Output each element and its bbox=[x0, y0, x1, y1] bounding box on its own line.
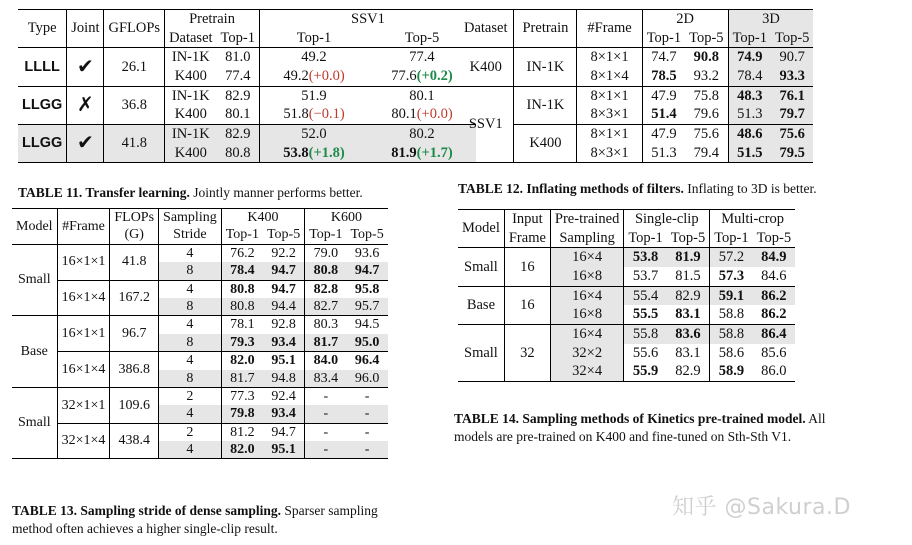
value-cell: 86.4 bbox=[753, 325, 795, 344]
value-cell: 94.8 bbox=[263, 370, 305, 388]
col-stride: Stride bbox=[159, 226, 222, 244]
table-row bbox=[458, 248, 795, 267]
col-top1: Top-1 bbox=[217, 29, 260, 48]
col-sampling: Sampling bbox=[159, 209, 222, 227]
value-cell: 58.8 bbox=[710, 325, 753, 344]
value-cell: 77.3 bbox=[221, 387, 263, 405]
value-cell: 83.1 bbox=[667, 305, 710, 324]
value-cell: 75.8 bbox=[685, 86, 728, 105]
col-k600: K600 bbox=[330, 210, 363, 225]
model-cell: Small bbox=[12, 387, 57, 459]
value-cell: 75.6 bbox=[685, 125, 728, 144]
value-cell: - bbox=[346, 441, 387, 459]
ssv1-top5-cell: 77.4 bbox=[409, 49, 435, 66]
stride-cell: 8 bbox=[159, 370, 222, 388]
frame-cell: 32 bbox=[504, 325, 550, 382]
dataset-cell: K400 bbox=[174, 106, 207, 123]
stride-cell: 4 bbox=[159, 352, 222, 370]
stride-cell: 4 bbox=[159, 244, 222, 262]
dataset-cell: K400 bbox=[174, 68, 207, 85]
flops-cell: 386.8 bbox=[110, 352, 159, 388]
watermark: 知乎 @Sakura.D bbox=[672, 495, 851, 520]
stride-cell: 2 bbox=[159, 423, 222, 441]
value-cell: 84.9 bbox=[753, 248, 795, 267]
ssv1-top1-cell: 51.8(−0.1) bbox=[283, 106, 345, 123]
value-cell: 95.1 bbox=[263, 441, 305, 459]
col-mc-top1: Top-1 bbox=[714, 229, 749, 246]
value-cell: 51.3 bbox=[651, 144, 677, 161]
top1-cell: 77.4 bbox=[217, 67, 260, 86]
table-row bbox=[12, 352, 388, 370]
value-cell: 92.2 bbox=[263, 244, 305, 262]
value-cell: 51.5 bbox=[737, 144, 763, 161]
value-cell: 81.7 bbox=[221, 370, 263, 388]
frame-cell: 8×1×4 bbox=[577, 67, 642, 86]
value-cell: 80.8 bbox=[221, 298, 263, 316]
model-cell: Small bbox=[12, 244, 57, 316]
col-3d: 3D bbox=[728, 10, 813, 29]
value-cell: 81.7 bbox=[305, 334, 347, 352]
value-cell: 82.9 bbox=[667, 286, 710, 305]
col-2d-top1: Top-1 bbox=[646, 29, 682, 46]
col-dataset: Dataset bbox=[169, 29, 213, 46]
flops-cell: 41.8 bbox=[110, 244, 159, 280]
top1-cell: 81.0 bbox=[217, 48, 260, 67]
value-cell: - bbox=[305, 441, 347, 459]
value-cell: 94.7 bbox=[263, 423, 305, 441]
table-row bbox=[458, 325, 795, 344]
col-flops: FLOPs bbox=[110, 209, 159, 227]
sampling-cell: 16×4 bbox=[550, 286, 623, 305]
col-joint: Joint bbox=[67, 10, 104, 48]
value-cell: 94.5 bbox=[346, 316, 387, 334]
dataset-cell: K400 bbox=[174, 144, 207, 161]
value-cell: 93.6 bbox=[354, 245, 380, 261]
stride-cell: 4 bbox=[159, 441, 222, 459]
table-row bbox=[12, 423, 388, 441]
ssv1-top1-cell: 53.8(+1.8) bbox=[283, 144, 345, 161]
value-cell: 82.8 bbox=[313, 281, 339, 297]
table-14-caption: TABLE 14. Sampling methods of Kinetics pre-trained model. All models are pre-trained on K400 and fine-tuned on Sth-Sth V1. bbox=[454, 411, 826, 444]
value-cell: 81.2 bbox=[230, 424, 255, 440]
value-cell: 79.5 bbox=[779, 144, 805, 161]
type-cell: LLGG bbox=[18, 125, 67, 163]
table-13 bbox=[12, 208, 388, 459]
col-3d-top1: Top-1 bbox=[728, 29, 771, 48]
table-row bbox=[12, 387, 388, 405]
frame-cell: 16×1×1 bbox=[57, 244, 110, 280]
gflops-cell: 26.1 bbox=[104, 48, 165, 86]
col-frame: #Frame bbox=[57, 209, 110, 245]
value-cell: 80.8 bbox=[305, 262, 347, 280]
value-cell: 80.8 bbox=[230, 281, 255, 297]
ssv1-top1-cell: 49.2 bbox=[301, 49, 327, 66]
ssv1-top1-cell: 52.0 bbox=[301, 126, 327, 143]
col-input: Input bbox=[504, 210, 550, 229]
value-cell: 79.0 bbox=[313, 245, 339, 261]
value-cell: 93.4 bbox=[263, 405, 305, 423]
value-cell: - bbox=[305, 387, 347, 405]
value-cell: 79.6 bbox=[685, 105, 728, 124]
ssv1-top5-cell: 80.1 bbox=[409, 87, 435, 104]
frame-cell: 16×1×4 bbox=[57, 280, 110, 316]
value-cell: 90.8 bbox=[693, 49, 720, 66]
value-cell: 76.1 bbox=[779, 87, 805, 104]
value-cell: 84.6 bbox=[761, 268, 787, 285]
col-ssv1-top1: Top-1 bbox=[296, 29, 332, 46]
value-cell: 78.4 bbox=[221, 262, 263, 280]
value-cell: 53.7 bbox=[632, 268, 659, 285]
table-12 bbox=[458, 9, 813, 163]
frame-cell: 16 bbox=[504, 248, 550, 286]
frame-cell: 16×1×1 bbox=[57, 316, 110, 352]
value-cell: 85.6 bbox=[761, 344, 787, 361]
value-cell: 51.4 bbox=[651, 106, 677, 123]
value-cell: 94.7 bbox=[263, 262, 305, 280]
col-k600-top1: Top-1 bbox=[309, 227, 343, 243]
value-cell: 81.9 bbox=[667, 248, 710, 267]
col-pretrained: Pre-trained bbox=[550, 210, 623, 229]
value-cell: - bbox=[364, 424, 370, 440]
col-input-frame: Frame bbox=[504, 229, 550, 248]
value-cell: 55.4 bbox=[624, 286, 667, 305]
dataset-cell: IN-1K bbox=[171, 126, 210, 143]
value-cell: 93.3 bbox=[779, 68, 805, 85]
col-type: Type bbox=[18, 10, 67, 48]
value-cell: 78.1 bbox=[221, 316, 263, 334]
stride-cell: 8 bbox=[159, 334, 222, 352]
check-icon: ✔ bbox=[67, 125, 104, 163]
flops-cell: 96.7 bbox=[110, 316, 159, 352]
col-frame: #Frame bbox=[577, 10, 642, 48]
value-cell: 95.7 bbox=[346, 298, 387, 316]
value-cell: 47.9 bbox=[651, 87, 677, 104]
col-pretrain: Pretrain bbox=[165, 10, 260, 29]
pretrain-cell: K400 bbox=[514, 125, 577, 163]
model-cell: Base bbox=[12, 316, 57, 388]
top1-cell: 82.9 bbox=[217, 125, 260, 144]
flops-cell: 167.2 bbox=[110, 280, 159, 316]
dataset-cell: IN-1K bbox=[171, 49, 210, 66]
dataset-cell: IN-1K bbox=[171, 87, 210, 104]
value-cell: 55.5 bbox=[632, 306, 659, 323]
value-cell: 82.0 bbox=[221, 441, 263, 459]
cross-icon: ✗ bbox=[67, 86, 104, 124]
value-cell: - bbox=[323, 424, 329, 440]
table-14 bbox=[458, 209, 795, 382]
value-cell: 58.6 bbox=[718, 344, 745, 361]
table-row bbox=[12, 316, 388, 334]
value-cell: 74.9 bbox=[737, 49, 763, 66]
stride-cell: 4 bbox=[159, 316, 222, 334]
stride-cell: 8 bbox=[159, 298, 222, 316]
frame-cell: 16 bbox=[504, 286, 550, 324]
frame-cell: 8×1×1 bbox=[577, 86, 642, 105]
ssv1-top5-cell: 80.1(+0.0) bbox=[391, 106, 453, 123]
value-cell: 82.9 bbox=[667, 362, 710, 381]
stride-cell: 8 bbox=[159, 262, 222, 280]
col-ssv1-top5: Top-5 bbox=[404, 29, 440, 46]
type-cell: LLLL bbox=[18, 48, 67, 86]
sampling-cell: 16×8 bbox=[550, 267, 623, 286]
model-cell: Base bbox=[458, 286, 504, 324]
col-3d-top5: Top-5 bbox=[771, 29, 813, 48]
value-cell: - bbox=[346, 387, 387, 405]
value-cell: 82.0 bbox=[230, 353, 255, 369]
model-cell: Small bbox=[458, 248, 504, 286]
value-cell: 57.2 bbox=[710, 248, 753, 267]
ssv1-top5-cell: 77.6(+0.2) bbox=[391, 68, 453, 85]
table-11 bbox=[18, 9, 476, 163]
col-model: Model bbox=[458, 210, 504, 248]
col-model: Model bbox=[12, 209, 57, 245]
value-cell: 79.7 bbox=[779, 106, 805, 123]
stride-cell: 4 bbox=[159, 280, 222, 298]
col-sc-top5: Top-5 bbox=[667, 229, 710, 248]
table-row bbox=[12, 244, 388, 262]
frame-cell: 8×3×1 bbox=[577, 105, 642, 124]
model-cell: Small bbox=[458, 325, 504, 382]
value-cell: 55.8 bbox=[624, 325, 667, 344]
value-cell: 59.1 bbox=[710, 286, 753, 305]
flops-cell: 109.6 bbox=[110, 387, 159, 423]
value-cell: 93.4 bbox=[263, 334, 305, 352]
value-cell: 94.7 bbox=[263, 280, 305, 298]
value-cell: 79.4 bbox=[685, 144, 728, 163]
col-k400: K400 bbox=[221, 209, 305, 227]
value-cell: 96.4 bbox=[354, 353, 380, 369]
value-cell: 84.0 bbox=[313, 353, 339, 369]
table-13-caption: TABLE 13. Sampling stride of dense sampling. Sparser sampling method often achieves a higher single-clip result. bbox=[12, 503, 378, 536]
value-cell: 94.7 bbox=[346, 262, 387, 280]
frame-cell: 32×1×4 bbox=[57, 423, 110, 459]
check-icon: ✔ bbox=[67, 48, 104, 86]
sampling-cell: 16×8 bbox=[550, 305, 623, 324]
value-cell: 93.2 bbox=[685, 67, 728, 86]
col-flops-unit: (G) bbox=[110, 226, 159, 244]
ssv1-top5-cell: 81.9(+1.7) bbox=[391, 144, 453, 161]
gflops-cell: 41.8 bbox=[104, 125, 165, 163]
col-ssv1: SSV1 bbox=[351, 11, 385, 27]
sampling-cell: 16×4 bbox=[550, 325, 623, 344]
gflops-cell: 36.8 bbox=[104, 86, 165, 124]
dataset-cell: SSV1 bbox=[458, 86, 514, 163]
value-cell: 55.9 bbox=[632, 363, 659, 380]
ssv1-top1-cell: 51.9 bbox=[301, 87, 327, 104]
value-cell: 48.6 bbox=[737, 126, 763, 143]
col-k600-top5: Top-5 bbox=[350, 227, 384, 243]
value-cell: 86.0 bbox=[761, 363, 787, 380]
dataset-cell: K400 bbox=[458, 48, 514, 86]
value-cell: 86.2 bbox=[761, 306, 787, 323]
top1-cell: 82.9 bbox=[217, 86, 260, 105]
value-cell: 57.3 bbox=[718, 268, 745, 285]
col-2d-top5: Top-5 bbox=[685, 29, 728, 48]
top1-cell: 80.1 bbox=[217, 105, 260, 124]
value-cell: 83.6 bbox=[667, 325, 710, 344]
stride-cell: 4 bbox=[159, 405, 222, 423]
value-cell: 80.3 bbox=[305, 316, 347, 334]
flops-cell: 438.4 bbox=[110, 423, 159, 459]
ssv1-top1-cell: 49.2(+0.0) bbox=[283, 68, 345, 85]
value-cell: 74.7 bbox=[651, 49, 677, 66]
stride-cell: 2 bbox=[159, 387, 222, 405]
type-cell: LLGG bbox=[18, 86, 67, 124]
sampling-cell: 32×4 bbox=[550, 362, 623, 381]
col-single-clip: Single-clip bbox=[624, 210, 710, 229]
table-12-caption: TABLE 12. Inflating methods of filters. Inflating to 3D is better. bbox=[458, 181, 817, 196]
value-cell: 95.0 bbox=[346, 334, 387, 352]
col-sc-top1: Top-1 bbox=[628, 229, 663, 246]
frame-cell: 8×1×1 bbox=[577, 48, 642, 67]
value-cell: 96.0 bbox=[346, 370, 387, 388]
value-cell: 92.8 bbox=[263, 316, 305, 334]
value-cell: 95.8 bbox=[354, 281, 380, 297]
col-multi-crop: Multi-crop bbox=[721, 211, 785, 227]
value-cell: 47.9 bbox=[651, 126, 677, 143]
sampling-cell: 32×2 bbox=[550, 344, 623, 363]
col-sampling: Sampling bbox=[550, 229, 623, 248]
value-cell: 79.8 bbox=[221, 405, 263, 423]
table-11-caption: TABLE 11. Transfer learning. Jointly manner performs better. bbox=[18, 185, 363, 200]
sampling-cell: 16×4 bbox=[550, 248, 623, 267]
col-2d: 2D bbox=[642, 10, 728, 29]
value-cell: 58.8 bbox=[718, 306, 745, 323]
value-cell: 92.4 bbox=[263, 387, 305, 405]
col-dataset: Dataset bbox=[458, 10, 514, 48]
col-k400-top5: Top-5 bbox=[263, 226, 305, 244]
col-k400-top1: Top-1 bbox=[225, 227, 259, 243]
value-cell: 90.7 bbox=[771, 48, 813, 67]
frame-cell: 8×3×1 bbox=[577, 144, 642, 163]
top1-cell: 80.8 bbox=[217, 144, 260, 163]
value-cell: 78.4 bbox=[728, 67, 771, 86]
value-cell: 55.6 bbox=[632, 344, 659, 361]
value-cell: - bbox=[346, 405, 387, 423]
table-row bbox=[12, 280, 388, 298]
value-cell: 83.4 bbox=[305, 370, 347, 388]
value-cell: 95.1 bbox=[263, 352, 305, 370]
pretrain-cell: IN-1K bbox=[514, 86, 577, 124]
frame-cell: 32×1×1 bbox=[57, 387, 110, 423]
pretrain-cell: IN-1K bbox=[514, 48, 577, 86]
col-mc-top5: Top-5 bbox=[756, 229, 792, 246]
value-cell: 58.9 bbox=[718, 363, 745, 380]
value-cell: 53.8 bbox=[624, 248, 667, 267]
value-cell: 78.5 bbox=[651, 68, 677, 85]
ssv1-top5-cell: 80.2 bbox=[409, 126, 435, 143]
value-cell: 81.5 bbox=[667, 267, 710, 286]
value-cell: 86.2 bbox=[753, 286, 795, 305]
value-cell: 94.4 bbox=[263, 298, 305, 316]
frame-cell: 16×1×4 bbox=[57, 352, 110, 388]
value-cell: 76.2 bbox=[230, 245, 255, 261]
value-cell: 48.3 bbox=[737, 87, 763, 104]
value-cell: 79.3 bbox=[221, 334, 263, 352]
value-cell: 75.6 bbox=[779, 126, 805, 143]
value-cell: 51.3 bbox=[728, 105, 771, 124]
frame-cell: 8×1×1 bbox=[577, 125, 642, 144]
table-row bbox=[458, 286, 795, 305]
col-pretrain: Pretrain bbox=[514, 10, 577, 48]
value-cell: 82.7 bbox=[305, 298, 347, 316]
value-cell: - bbox=[305, 405, 347, 423]
value-cell: 83.1 bbox=[667, 344, 710, 363]
col-gflops: GFLOPs bbox=[104, 10, 165, 48]
